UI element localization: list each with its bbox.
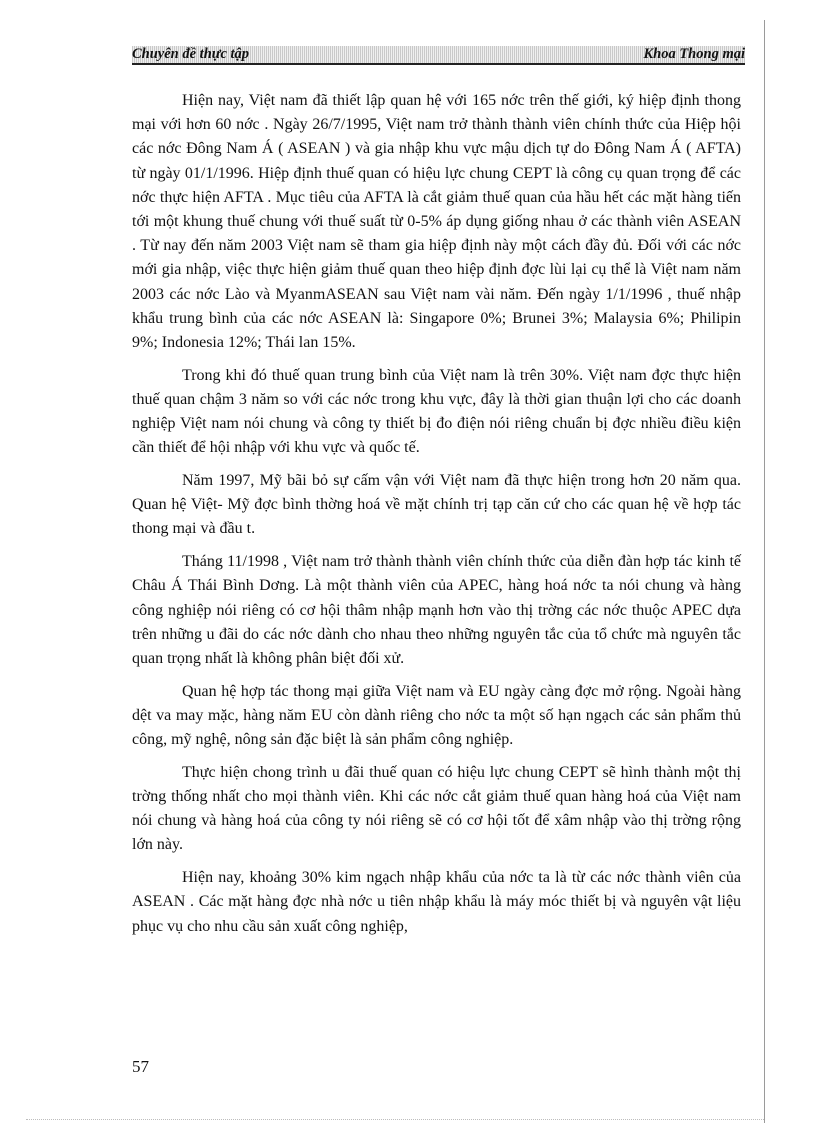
paragraph: Hiện nay, Việt nam đã thiết lập quan hệ với 165 nớc trên thế giới, ký hiệp định thong mại với hơn 60 nớc . Ngày 26/7/1995, Việt nam trở thành thành viên chính thức của Hiệp hội các nớc Đông Nam Á ( ASEAN ) và gia nhập khu vực mậu dịch tự do Đông Nam Á ( AFTA) từ ngày 01/1/1996. Hiệp định thuế quan có hiệu lực chung CEPT là công cụ quan trọng để các nớc thực hiện AFTA . Mục tiêu của AFTA là cắt giảm thuế quan của hầu hết các mặt hàng tiến tới một khung thuế chung với thuế suất từ 0-5% áp dụng giống nhau ở các thành viên ASEAN . Từ nay đến năm 2003 Việt nam sẽ tham gia hiệp định này một cách đầy đủ. Đối với các nớc mới gia nhập, việc thực hiện giảm thuế quan theo hiệp định đợc lùi lại cụ thể là Việt nam năm 2003 các nớc Lào và MyanmASEAN sau Việt nam vài năm. Đến ngày 1/1/1996 , thuế nhập khẩu trung bình của các nớc ASEAN là: Singapore 0%; Brunei 3%; Malaysia 6%; Philipin 9%; Indonesia 12%; Thái lan 15%. xyxy=(132,92,741,352)
paragraph: Năm 1997, Mỹ bãi bỏ sự cấm vận với Việt nam đã thực hiện trong hơn 20 năm qua. Quan hệ Việt- Mỹ đợc bình thờng hoá về mặt chính trị tạp căn cứ cho các quan hệ về hợp tác thong mại và đầu t. xyxy=(132,472,741,538)
body-text xyxy=(132,89,741,947)
paragraph: Thực hiện chong trình u đãi thuế quan có hiệu lực chung CEPT sẽ hình thành một thị trờng thống nhất cho mọi thành viên. Khi các nớc cắt giảm thuế quan hàng hoá của Việt nam nói chung và hàng hoá của công ty nói riêng sẽ có cơ hội tốt để xâm nhập vào thị trờng rộng lớn này. xyxy=(132,763,741,854)
paragraph: Quan hệ hợp tác thong mại giữa Việt nam và EU ngày càng đợc mở rộng. Ngoài hàng dệt va may mặc, hàng năm EU còn dành riêng cho nớc ta một số hạn ngạch các sản phẩm thủ công, mỹ nghệ, nông sản đặc biệt là sản phẩm công nghiệp. xyxy=(132,682,741,749)
header-document-title: Chuyên đề thực tập xyxy=(132,46,250,62)
paragraph: Trong khi đó thuế quan trung bình của Việt nam là trên 30%. Việt nam đợc thực hiện thuế quan chậm 3 năm so với các nớc trong khu vực, đây là thời gian thuận lợi cho các doanh nghiệp Việt nam nói chung và công ty thiết bị đo điện nói riêng chuẩn bị đợc nhiều điều kiện cần thiết để hội nhập với khu vực và quốc tế. xyxy=(132,366,741,457)
page-number: 57 xyxy=(132,1057,149,1076)
page-header xyxy=(132,46,745,65)
footer-divider xyxy=(26,1119,764,1120)
paragraph: Tháng 11/1998 , Việt nam trở thành thành viên chính thức của diễn đàn hợp tác kinh tế Châu Á Thái Bình Dơng. Là một thành viên của APEC, hàng hoá nớc ta nói chung và hàng công nghiệp nói riêng có cơ hội thâm nhập mạnh hơn vào thị trờng các nớc thuộc APEC dựa trên những u đãi do các nớc dành cho nhau theo những nguyên tắc của tổ chức mà nguyên tắc quan trọng nhất là không phân biệt đối xử. xyxy=(132,553,741,667)
paragraph: Hiện nay, khoảng 30% kim ngạch nhập khẩu của nớc ta là từ các nớc thành viên của ASEAN . Các mặt hàng đợc nhà nớc u tiên nhập khẩu là máy móc thiết bị và nguyên vật liệu phục vụ cho nhu cầu sản xuất công nghiệp, xyxy=(132,869,741,935)
header-faculty-name: Khoa Thong mại xyxy=(643,46,745,62)
page-right-border xyxy=(764,20,765,1123)
